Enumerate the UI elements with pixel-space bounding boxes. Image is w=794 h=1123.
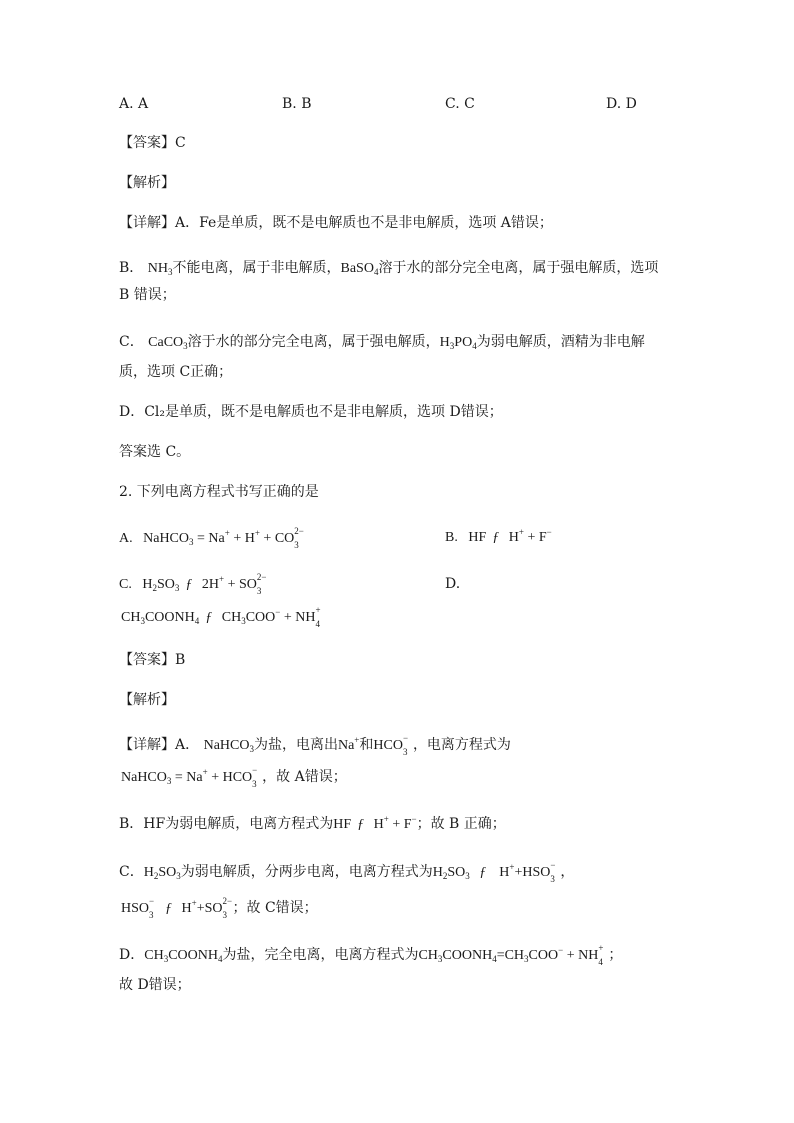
q2-detail-d-line2: 故 D错误； [119,977,191,993]
detail-a-text: A．Fe是单质，既不是电解质也不是非电解质，选项 A错误； [175,215,553,231]
c-prefix: C． [119,334,144,350]
detail-d-line: D．Cl₂是单质，既不是电解质也不是非电解质，选项 D错误； [119,404,503,420]
q2-analysis-tag: 【解析】 [119,692,175,708]
q2-answer-value: B [175,652,186,668]
q2-answer-line [119,650,185,670]
option-d: D. D [606,96,637,112]
detail-b-line2: B 错误； [119,287,176,303]
option-a: A. A [119,96,149,112]
b-prefix: B． [119,260,144,276]
q2-option-c: C. $H_2SO_3$ ƒ 2H+ + SO 2− 3 [119,572,267,596]
q2-option-b-label: B. [445,530,458,545]
q2-a-prefix: A． [175,737,200,753]
option-c: C. C [445,96,475,112]
detail-a-line [119,213,553,233]
detail-c-line2: 质，选项 C正确； [119,364,233,380]
c-mid-text: 溶于水的部分完全电离，属于强电解质， [187,334,440,350]
question-2-stem: 2. 下列电离方程式书写正确的是 [119,484,319,500]
q2-option-b: B. HF ƒ H+ + F− [445,527,552,545]
q2-detail-a-line2: NaHCO$_3$ = Na+ + HCO − 3 ，故 A错误； [121,765,347,789]
q2-detail-c-line2: HSO − 3 ƒ H++SO 2− 3 ；故 C错误； [121,896,318,920]
q2-option-d-label: D. [445,576,461,592]
detail-tag: 【详解】 [119,215,175,231]
h3po4-formula: $H_3PO_4$ [439,335,477,351]
nh3-formula: $NH_3$ [147,261,173,277]
conclusion: 答案选 C。 [119,444,191,460]
detail-b-line [119,258,658,279]
q2-answer-tag: 【答案】 [119,652,175,668]
option-b: B. B [282,96,312,112]
answer-tag: 【答案】 [119,135,175,151]
caco3-formula: CaCO$_3$ [148,335,188,351]
q2-detail-tag: 【详解】 [119,737,175,753]
analysis-tag: 【解析】 [119,175,175,191]
q2-detail-b-line: B．HF为弱电解质，电离方程式为HF ƒ H+ + F−；故 B 正确； [119,814,506,832]
q2-detail-a-line: 【详解】A． NaHCO$_3$为盐，电离出Na+和HCO − 3 ，电离方程式为 [119,733,511,757]
b-post-text: 溶于水的部分完全电离，属于强电解质，选项 [378,260,659,276]
c-post-text: 为弱电解质，酒精为非电解 [476,334,645,350]
q2-detail-c-line: C．$H_2SO_3$为弱电解质，分两步电离，电离方程式为$H_2SO_3$ ƒ H++HSO − 3 ， [119,860,575,884]
q2-detail-d-line: D．$CH_3COONH_4$为盐，完全电离，电离方程式为$CH_3COONH_4=CH_3COO^-$ + NH + 4 ； [119,943,623,967]
q2-option-a-label: A. [119,531,133,546]
q2-option-d: $CH_3COONH_4$ ƒ $CH_3COO^-$ + NH + 4 [121,605,321,629]
q2-option-a: A. NaHCO$_3$ = Na+ + H+ + CO 2− 3 [119,526,304,550]
answer-value: C [175,135,186,151]
q2-option-c-label: C. [119,577,132,592]
answer-line-1 [119,133,186,153]
baso4-formula: BaSO$_4$ [340,261,379,277]
b-mid-text: 不能电离，属于非电解质， [172,260,341,276]
detail-c-line [119,332,645,353]
